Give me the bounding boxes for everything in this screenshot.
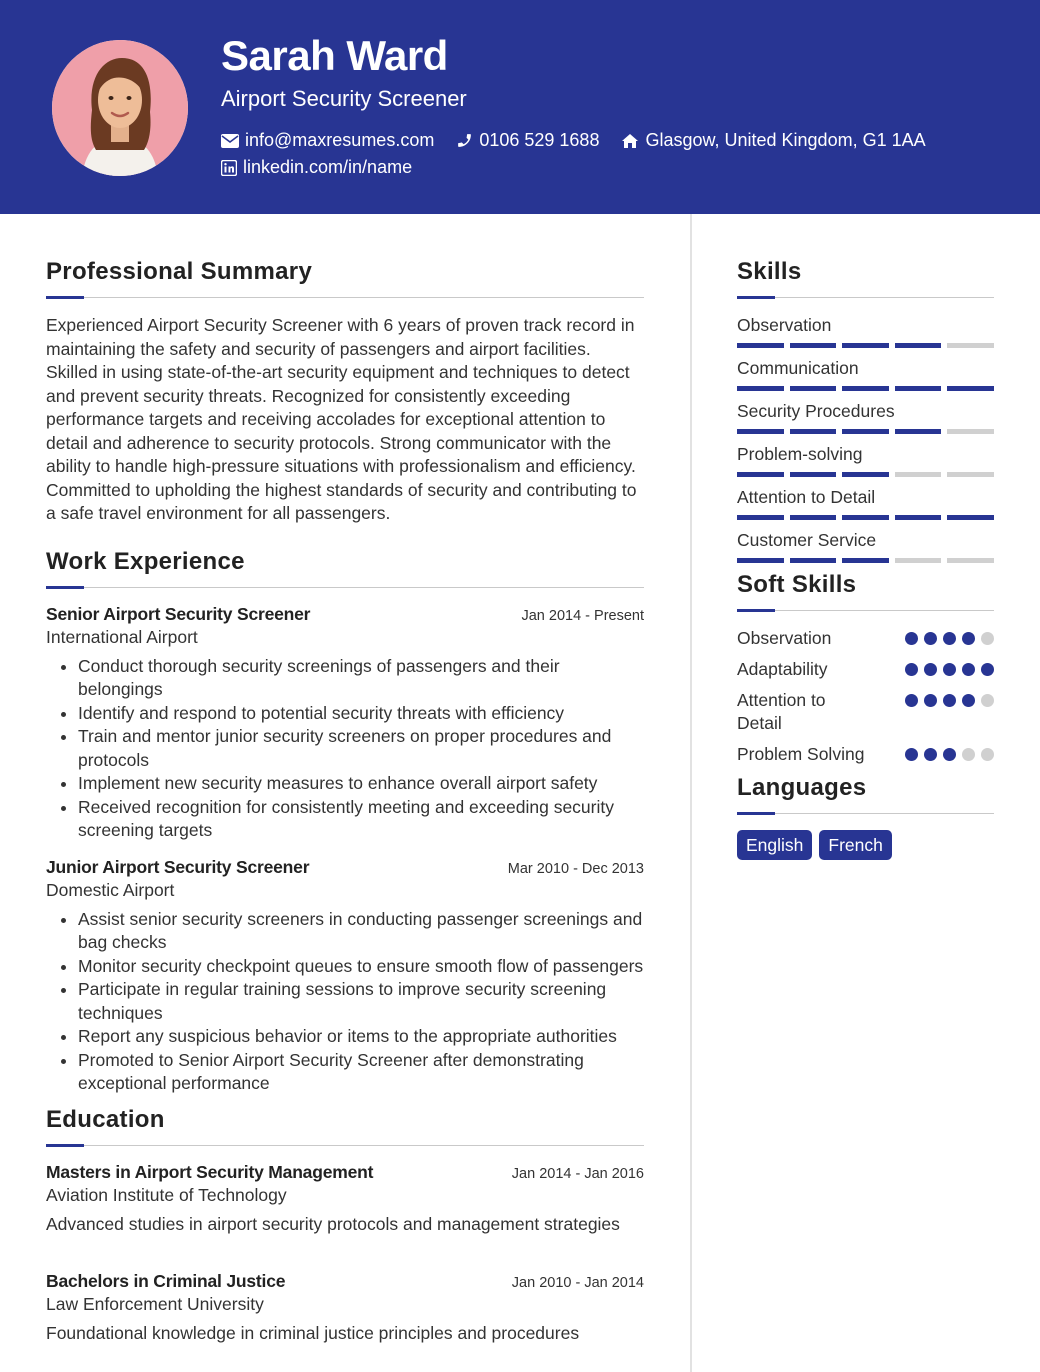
rating-dot bbox=[924, 694, 937, 707]
profile-photo bbox=[52, 40, 188, 176]
rating-dot bbox=[981, 663, 994, 676]
rating-dot bbox=[943, 748, 956, 761]
rating-dot bbox=[962, 694, 975, 707]
rating-dot bbox=[981, 632, 994, 645]
skill-level-segment bbox=[790, 515, 837, 520]
soft-skill-item bbox=[737, 743, 994, 766]
skill-name: Customer Service bbox=[737, 530, 877, 550]
skill-level-segment bbox=[737, 386, 784, 391]
job-bullets bbox=[46, 908, 644, 1096]
skill-name: Observation bbox=[737, 315, 832, 335]
portrait-image bbox=[52, 40, 188, 176]
list-item: Implement new security measures to enhance overall airport safety bbox=[78, 772, 644, 796]
skill-level-segment bbox=[842, 515, 889, 520]
skill-level-segment bbox=[737, 558, 784, 563]
list-item: Train and mentor junior security screeners on proper procedures and protocols bbox=[78, 725, 644, 772]
contact-location bbox=[621, 130, 925, 151]
skill-item bbox=[737, 314, 994, 348]
section-title: Languages bbox=[737, 774, 867, 801]
summary-text: Experienced Airport Security Screener with 6 years of proven track record in maintaining the safety and security of passengers and airport facilities. Skilled in using state-of-the-art security equipment and techniques to detect and prevent security threats. Recognized for consistently exceeding performance targets and receiving accolades for exceptional attention to detail and adherence to security protocols. Strong communicator with the ability to handle high-pressure situations with professionalism and efficiency. Committed to upholding the highest standards of security and contributing to a safe travel environment for all passengers. bbox=[46, 315, 637, 523]
list-item: Received recognition for consistently meeting and exceeding security screening targets bbox=[78, 796, 644, 843]
job-org: Domestic Airport bbox=[46, 879, 175, 900]
rating-dot bbox=[962, 748, 975, 761]
section-rule bbox=[737, 609, 994, 613]
skill-level-segment bbox=[947, 515, 994, 520]
skill-level-segment bbox=[842, 386, 889, 391]
skill-level-segment bbox=[790, 343, 837, 348]
section-title: Professional Summary bbox=[46, 258, 313, 285]
rating-dot bbox=[981, 748, 994, 761]
job-date: Jan 2014 - Present bbox=[521, 607, 644, 624]
section-rule bbox=[46, 586, 644, 590]
skill-level-segment bbox=[895, 343, 942, 348]
soft-skill-rating bbox=[905, 632, 994, 645]
list-item: Identify and respond to potential security threats with efficiency bbox=[78, 702, 644, 726]
phone-text: 0106 529 1688 bbox=[479, 130, 600, 150]
contact-phone[interactable] bbox=[456, 130, 599, 151]
skill-name: Communication bbox=[737, 358, 859, 378]
main-column bbox=[46, 258, 644, 1344]
rating-dot bbox=[962, 663, 975, 676]
education-date: Jan 2014 - Jan 2016 bbox=[511, 1165, 644, 1182]
education-desc: Foundational knowledge in criminal justice principles and procedures bbox=[46, 1322, 580, 1343]
rating-dot bbox=[905, 748, 918, 761]
skill-level-segment bbox=[737, 515, 784, 520]
list-item: Monitor security checkpoint queues to ensure smooth flow of passengers bbox=[78, 955, 644, 979]
skill-level-segment bbox=[947, 343, 994, 348]
skill-level-segment bbox=[790, 429, 837, 434]
job-date: Mar 2010 - Dec 2013 bbox=[507, 860, 644, 877]
list-item: Promoted to Senior Airport Security Screener after demonstrating exceptional performance bbox=[78, 1049, 644, 1096]
rating-dot bbox=[905, 694, 918, 707]
list-item: Assist senior security screeners in conducting passenger screenings and bag checks bbox=[78, 908, 644, 955]
soft-skill-rating bbox=[905, 694, 994, 707]
phone-icon bbox=[456, 132, 473, 149]
rating-dot bbox=[924, 748, 937, 761]
home-icon bbox=[621, 133, 639, 149]
education-entry bbox=[46, 1162, 644, 1235]
skill-level-bar bbox=[737, 558, 994, 563]
section-rule bbox=[46, 296, 644, 300]
section-title: Skills bbox=[737, 258, 802, 285]
skill-level-segment bbox=[947, 472, 994, 477]
skill-level-bar bbox=[737, 429, 994, 434]
education-section bbox=[46, 1106, 644, 1344]
skill-level-bar bbox=[737, 386, 994, 391]
contact-email[interactable] bbox=[221, 130, 434, 151]
list-item: Participate in regular training sessions to improve security screening techniques bbox=[78, 978, 644, 1025]
skill-name: Problem-solving bbox=[737, 444, 863, 464]
email-text: info@maxresumes.com bbox=[245, 130, 435, 150]
skill-level-segment bbox=[895, 429, 942, 434]
skill-level-segment bbox=[790, 558, 837, 563]
skill-level-segment bbox=[737, 343, 784, 348]
education-entry bbox=[46, 1271, 644, 1344]
job-title: Senior Airport Security Screener bbox=[46, 603, 311, 624]
rating-dot bbox=[981, 694, 994, 707]
skill-item bbox=[737, 443, 994, 477]
school-name: Aviation Institute of Technology bbox=[46, 1184, 287, 1205]
rating-dot bbox=[962, 632, 975, 645]
skill-level-segment bbox=[842, 429, 889, 434]
envelope-icon bbox=[221, 134, 239, 148]
rating-dot bbox=[943, 663, 956, 676]
linkedin-text: linkedin.com/in/name bbox=[243, 157, 413, 177]
resume-header bbox=[0, 0, 1040, 214]
job-entry bbox=[46, 857, 644, 1096]
skill-level-segment bbox=[842, 558, 889, 563]
soft-skill-rating bbox=[905, 663, 994, 676]
skill-level-segment bbox=[895, 472, 942, 477]
skill-level-segment bbox=[842, 472, 889, 477]
skill-level-segment bbox=[947, 386, 994, 391]
skill-level-segment bbox=[947, 429, 994, 434]
linkedin-icon bbox=[221, 160, 237, 176]
section-rule bbox=[46, 1144, 644, 1148]
skill-level-bar bbox=[737, 472, 994, 477]
section-title: Work Experience bbox=[46, 547, 245, 575]
job-bullets bbox=[46, 655, 644, 843]
rating-dot bbox=[905, 632, 918, 645]
column-divider bbox=[690, 214, 692, 1372]
section-title: Soft Skills bbox=[737, 571, 857, 598]
soft-skill-rating bbox=[905, 748, 994, 761]
skill-item bbox=[737, 357, 994, 391]
skill-level-segment bbox=[790, 472, 837, 477]
skill-level-segment bbox=[895, 386, 942, 391]
skill-level-segment bbox=[895, 515, 942, 520]
soft-skill-item bbox=[737, 689, 994, 735]
skill-item bbox=[737, 486, 994, 520]
experience-section bbox=[46, 548, 644, 1096]
language-badge: English bbox=[737, 830, 812, 860]
job-org: International Airport bbox=[46, 626, 198, 647]
soft-skill-name: Observation bbox=[737, 628, 832, 648]
location-text: Glasgow, United Kingdom, G1 1AA bbox=[645, 130, 926, 150]
school-name: Law Enforcement University bbox=[46, 1293, 264, 1314]
section-title: Education bbox=[46, 1105, 165, 1133]
skills-section bbox=[737, 258, 994, 563]
list-item: Report any suspicious behavior or items to the appropriate authorities bbox=[78, 1025, 644, 1049]
soft-skill-item bbox=[737, 627, 994, 650]
soft-skill-item bbox=[737, 658, 994, 681]
rating-dot bbox=[905, 663, 918, 676]
degree-title: Bachelors in Criminal Justice bbox=[46, 1270, 286, 1291]
skill-item bbox=[737, 400, 994, 434]
soft-skills-list bbox=[737, 627, 994, 766]
job-title: Junior Airport Security Screener bbox=[46, 856, 310, 877]
job-entry bbox=[46, 604, 644, 843]
skills-list bbox=[737, 314, 994, 563]
side-column bbox=[737, 258, 994, 860]
skill-level-segment bbox=[790, 386, 837, 391]
section-rule bbox=[737, 812, 994, 816]
skill-level-segment bbox=[947, 558, 994, 563]
languages-section bbox=[737, 774, 994, 860]
skill-level-segment bbox=[842, 343, 889, 348]
skill-level-segment bbox=[737, 429, 784, 434]
skill-item bbox=[737, 529, 994, 563]
section-rule bbox=[737, 296, 994, 300]
skill-name: Security Procedures bbox=[737, 401, 895, 421]
contact-linkedin[interactable] bbox=[221, 157, 412, 178]
skill-level-segment bbox=[737, 472, 784, 477]
soft-skill-name: Problem Solving bbox=[737, 744, 865, 764]
skill-level-segment bbox=[895, 558, 942, 563]
rating-dot bbox=[943, 694, 956, 707]
rating-dot bbox=[924, 663, 937, 676]
contact-row bbox=[221, 130, 926, 151]
skill-name: Attention to Detail bbox=[737, 487, 876, 507]
contact-row-2 bbox=[221, 157, 412, 178]
skill-level-bar bbox=[737, 515, 994, 520]
education-date: Jan 2010 - Jan 2014 bbox=[511, 1274, 644, 1291]
soft-skills-section bbox=[737, 571, 994, 766]
summary-section bbox=[46, 258, 644, 526]
soft-skill-name: Adaptability bbox=[737, 659, 828, 679]
education-desc: Advanced studies in airport security protocols and management strategies bbox=[46, 1213, 620, 1234]
list-item: Conduct thorough security screenings of passengers and their belongings bbox=[78, 655, 644, 702]
candidate-title: Airport Security Screener bbox=[221, 86, 467, 111]
degree-title: Masters in Airport Security Management bbox=[46, 1161, 374, 1182]
languages-list bbox=[737, 830, 994, 860]
soft-skill-name: Attention to Detail bbox=[737, 690, 826, 733]
rating-dot bbox=[943, 632, 956, 645]
candidate-name: Sarah Ward bbox=[221, 32, 448, 79]
language-badge: French bbox=[819, 830, 891, 860]
skill-level-bar bbox=[737, 343, 994, 348]
rating-dot bbox=[924, 632, 937, 645]
